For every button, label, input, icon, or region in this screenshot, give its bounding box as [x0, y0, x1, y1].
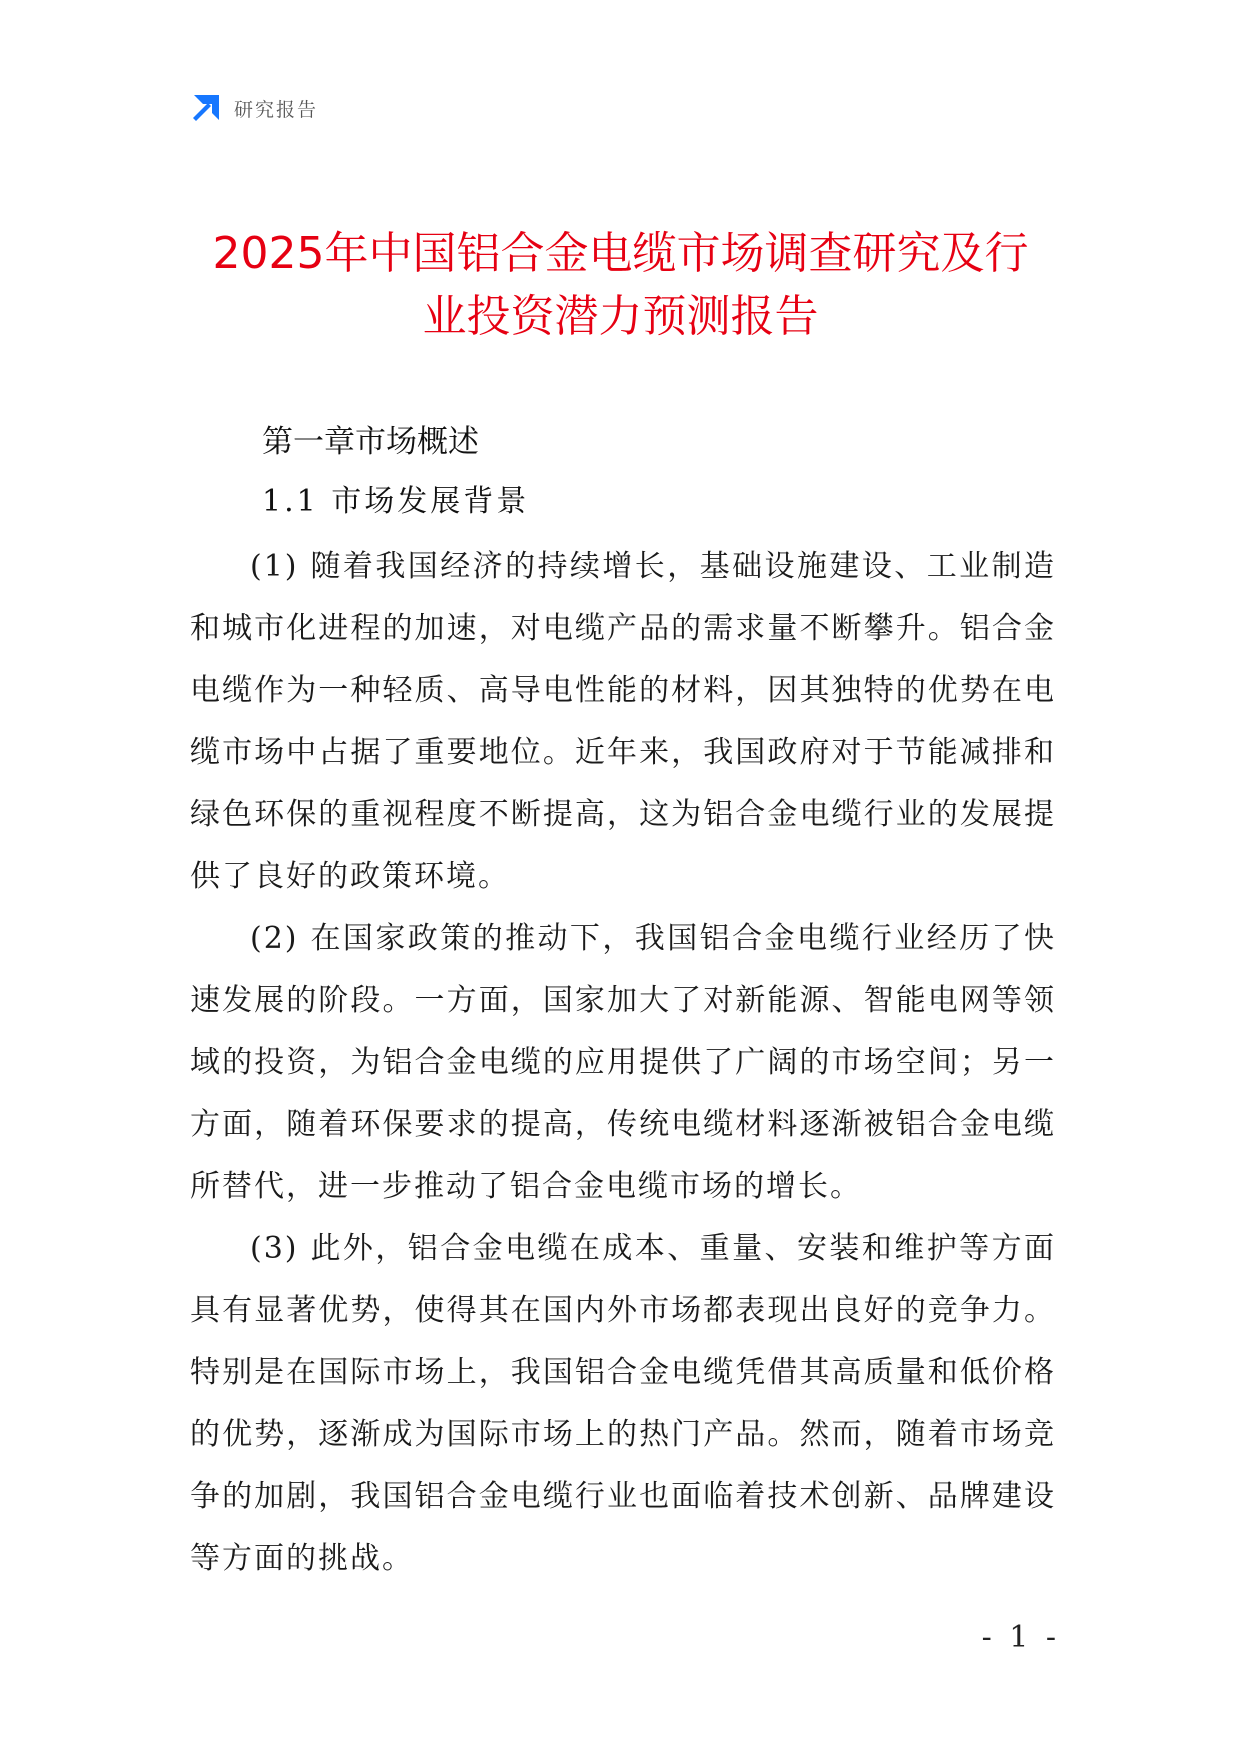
title-line-1: 2025年中国铝合金电缆市场调查研究及行: [212, 228, 1029, 279]
paragraph-1: (1) 随着我国经济的持续增长，基础设施建设、工业制造和城市化进程的加速，对电缆产品的需求量不断攀升。铝合金电缆作为一种轻质、高导电性能的材料，因其独特的优势在电缆市场中占据了重要地位。近年来，我国政府对于节能减排和绿色环保的重视程度不断提高，这为铝合金电缆行业的发展提供了良好的政策环境。: [190, 549, 1056, 894]
paragraph-2: (2) 在国家政策的推动下，我国铝合金电缆行业经历了快速发展的阶段。一方面，国家加大了对新能源、智能电网等领域的投资，为铝合金电缆的应用提供了广阔的市场空间；另一方面，随着环保要求的提高，传统电缆材料逐渐被铝合金电缆所替代，进一步推动了铝合金电缆市场的增长。: [190, 921, 1056, 1204]
report-title: [170, 222, 1071, 348]
page-number: - 1 -: [981, 1620, 1060, 1655]
arrow-up-right-icon: [190, 92, 222, 124]
section-heading: 1.1 市场发展背景: [262, 484, 530, 519]
paragraph-3: (3) 此外，铝合金电缆在成本、重量、安装和维护等方面具有显著优势，使得其在国内外市场都表现出良好的竞争力。特别是在国际市场上，我国铝合金电缆凭借其高质量和低价格的优势，逐渐成为国际市场上的热门产品。然而，随着市场竞争的加剧，我国铝合金电缆行业也面临着技术创新、品牌建设等方面的挑战。: [190, 1231, 1056, 1576]
report-header: [190, 90, 318, 126]
body-text: [190, 536, 1056, 1590]
title-line-2: 业投资潜力预测报告: [422, 291, 819, 342]
chapter-heading: 第一章市场概述: [262, 424, 479, 460]
header-label: 研究报告: [234, 98, 319, 121]
